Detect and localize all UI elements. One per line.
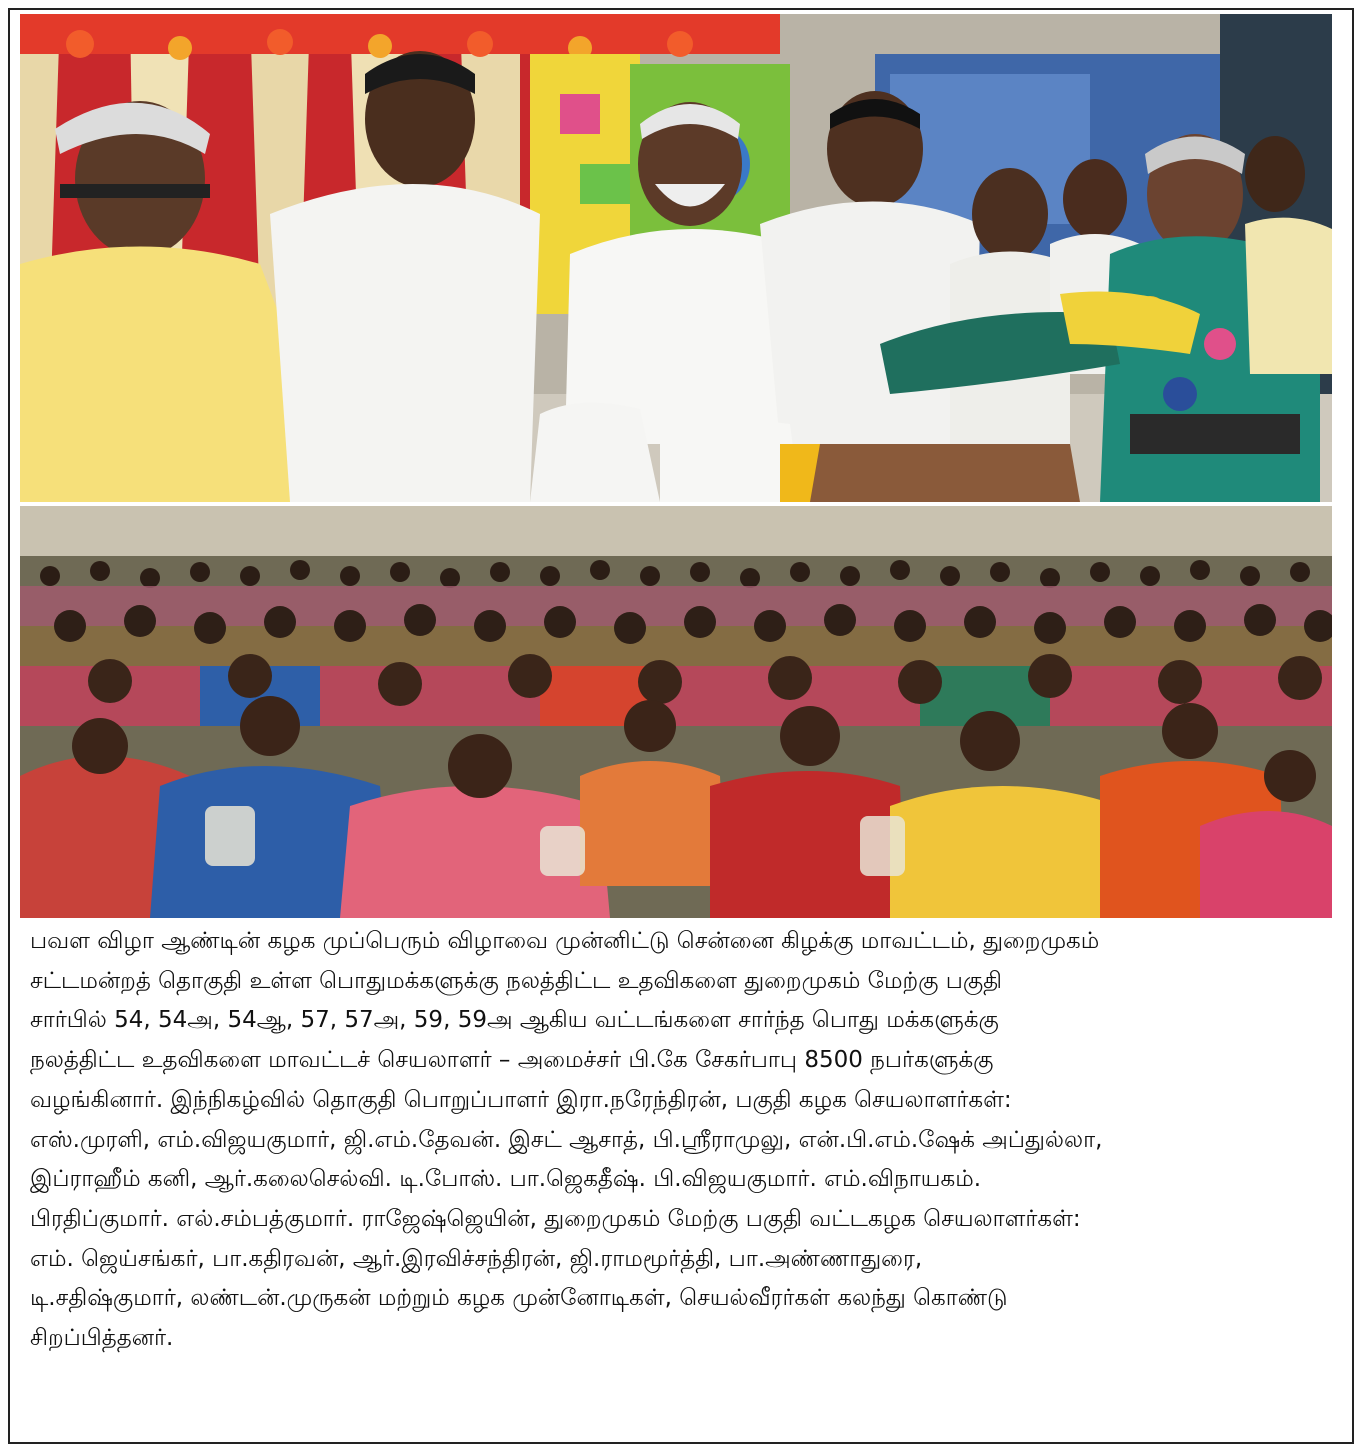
caption-line: டி.சதிஷ்குமார், லண்டன்.முருகன் மற்றும் கழக முன்னோடிகள், செயல்வீரர்கள் கலந்து கொண்டு	[30, 1285, 1008, 1312]
news-caption	[30, 922, 1320, 1359]
caption-line: எம். ஜெய்சங்கர், பா.கதிரவன், ஆர்.இரவிச்சந்திரன், ஜி.ராமமூர்த்தி, பா.அண்ணாதுரை,	[30, 1245, 923, 1272]
caption-line: வழங்கினார். இந்நிகழ்வில் தொகுதி பொறுப்பாளர் இரா.நரேந்திரன், பகுதி கழக செயலாளர்கள்:	[30, 1086, 1012, 1113]
caption-line: சட்டமன்றத் தொகுதி உள்ள பொதுமக்களுக்கு நலத்திட்ட உதவிகளை துறைமுகம் மேற்கு பகுதி	[30, 967, 1003, 994]
distribution-photo-illustration	[20, 14, 1332, 502]
caption-line: சிறப்பித்தனர்.	[30, 1325, 174, 1352]
caption-line: பிரதிப்குமார். எல்.சம்பத்குமார். ராஜேஷ்ஜெயின், துறைமுகம் மேற்கு பகுதி வட்டகழக செயலாளர்கள்:	[30, 1205, 1081, 1232]
crowd-photo-illustration	[20, 506, 1332, 918]
caption-line: சார்பில் 54, 54அ, 54ஆ, 57, 57அ, 59, 59அ ஆகிய வட்டங்களை சார்ந்த பொது மக்களுக்கு	[30, 1007, 999, 1034]
caption-line: எஸ்.முரளி, எம்.விஜயகுமார், ஜி.எம்.தேவன். இசட் ஆசாத், பி.ஸ்ரீராமுலு, என்.பி.எம்.ஷேக் அப்துல்லா,	[30, 1126, 1103, 1153]
distribution-photo	[20, 14, 1332, 502]
caption-line: இப்ராஹீம் கனி, ஆர்.கலைசெல்வி. டி.போஸ். பா.ஜெகதீஷ். பி.விஜயகுமார். எம்.விநாயகம்.	[30, 1166, 982, 1193]
caption-line: நலத்திட்ட உதவிகளை மாவட்டச் செயலாளர் – அமைச்சர் பி.கே சேகர்பாபு 8500 நபர்களுக்கு	[30, 1047, 994, 1074]
crowd-photo	[20, 506, 1332, 918]
caption-line: பவள விழா ஆண்டின் கழக முப்பெரும் விழாவை முன்னிட்டு சென்னை கிழக்கு மாவட்டம், துறைமுகம்	[30, 928, 1100, 954]
